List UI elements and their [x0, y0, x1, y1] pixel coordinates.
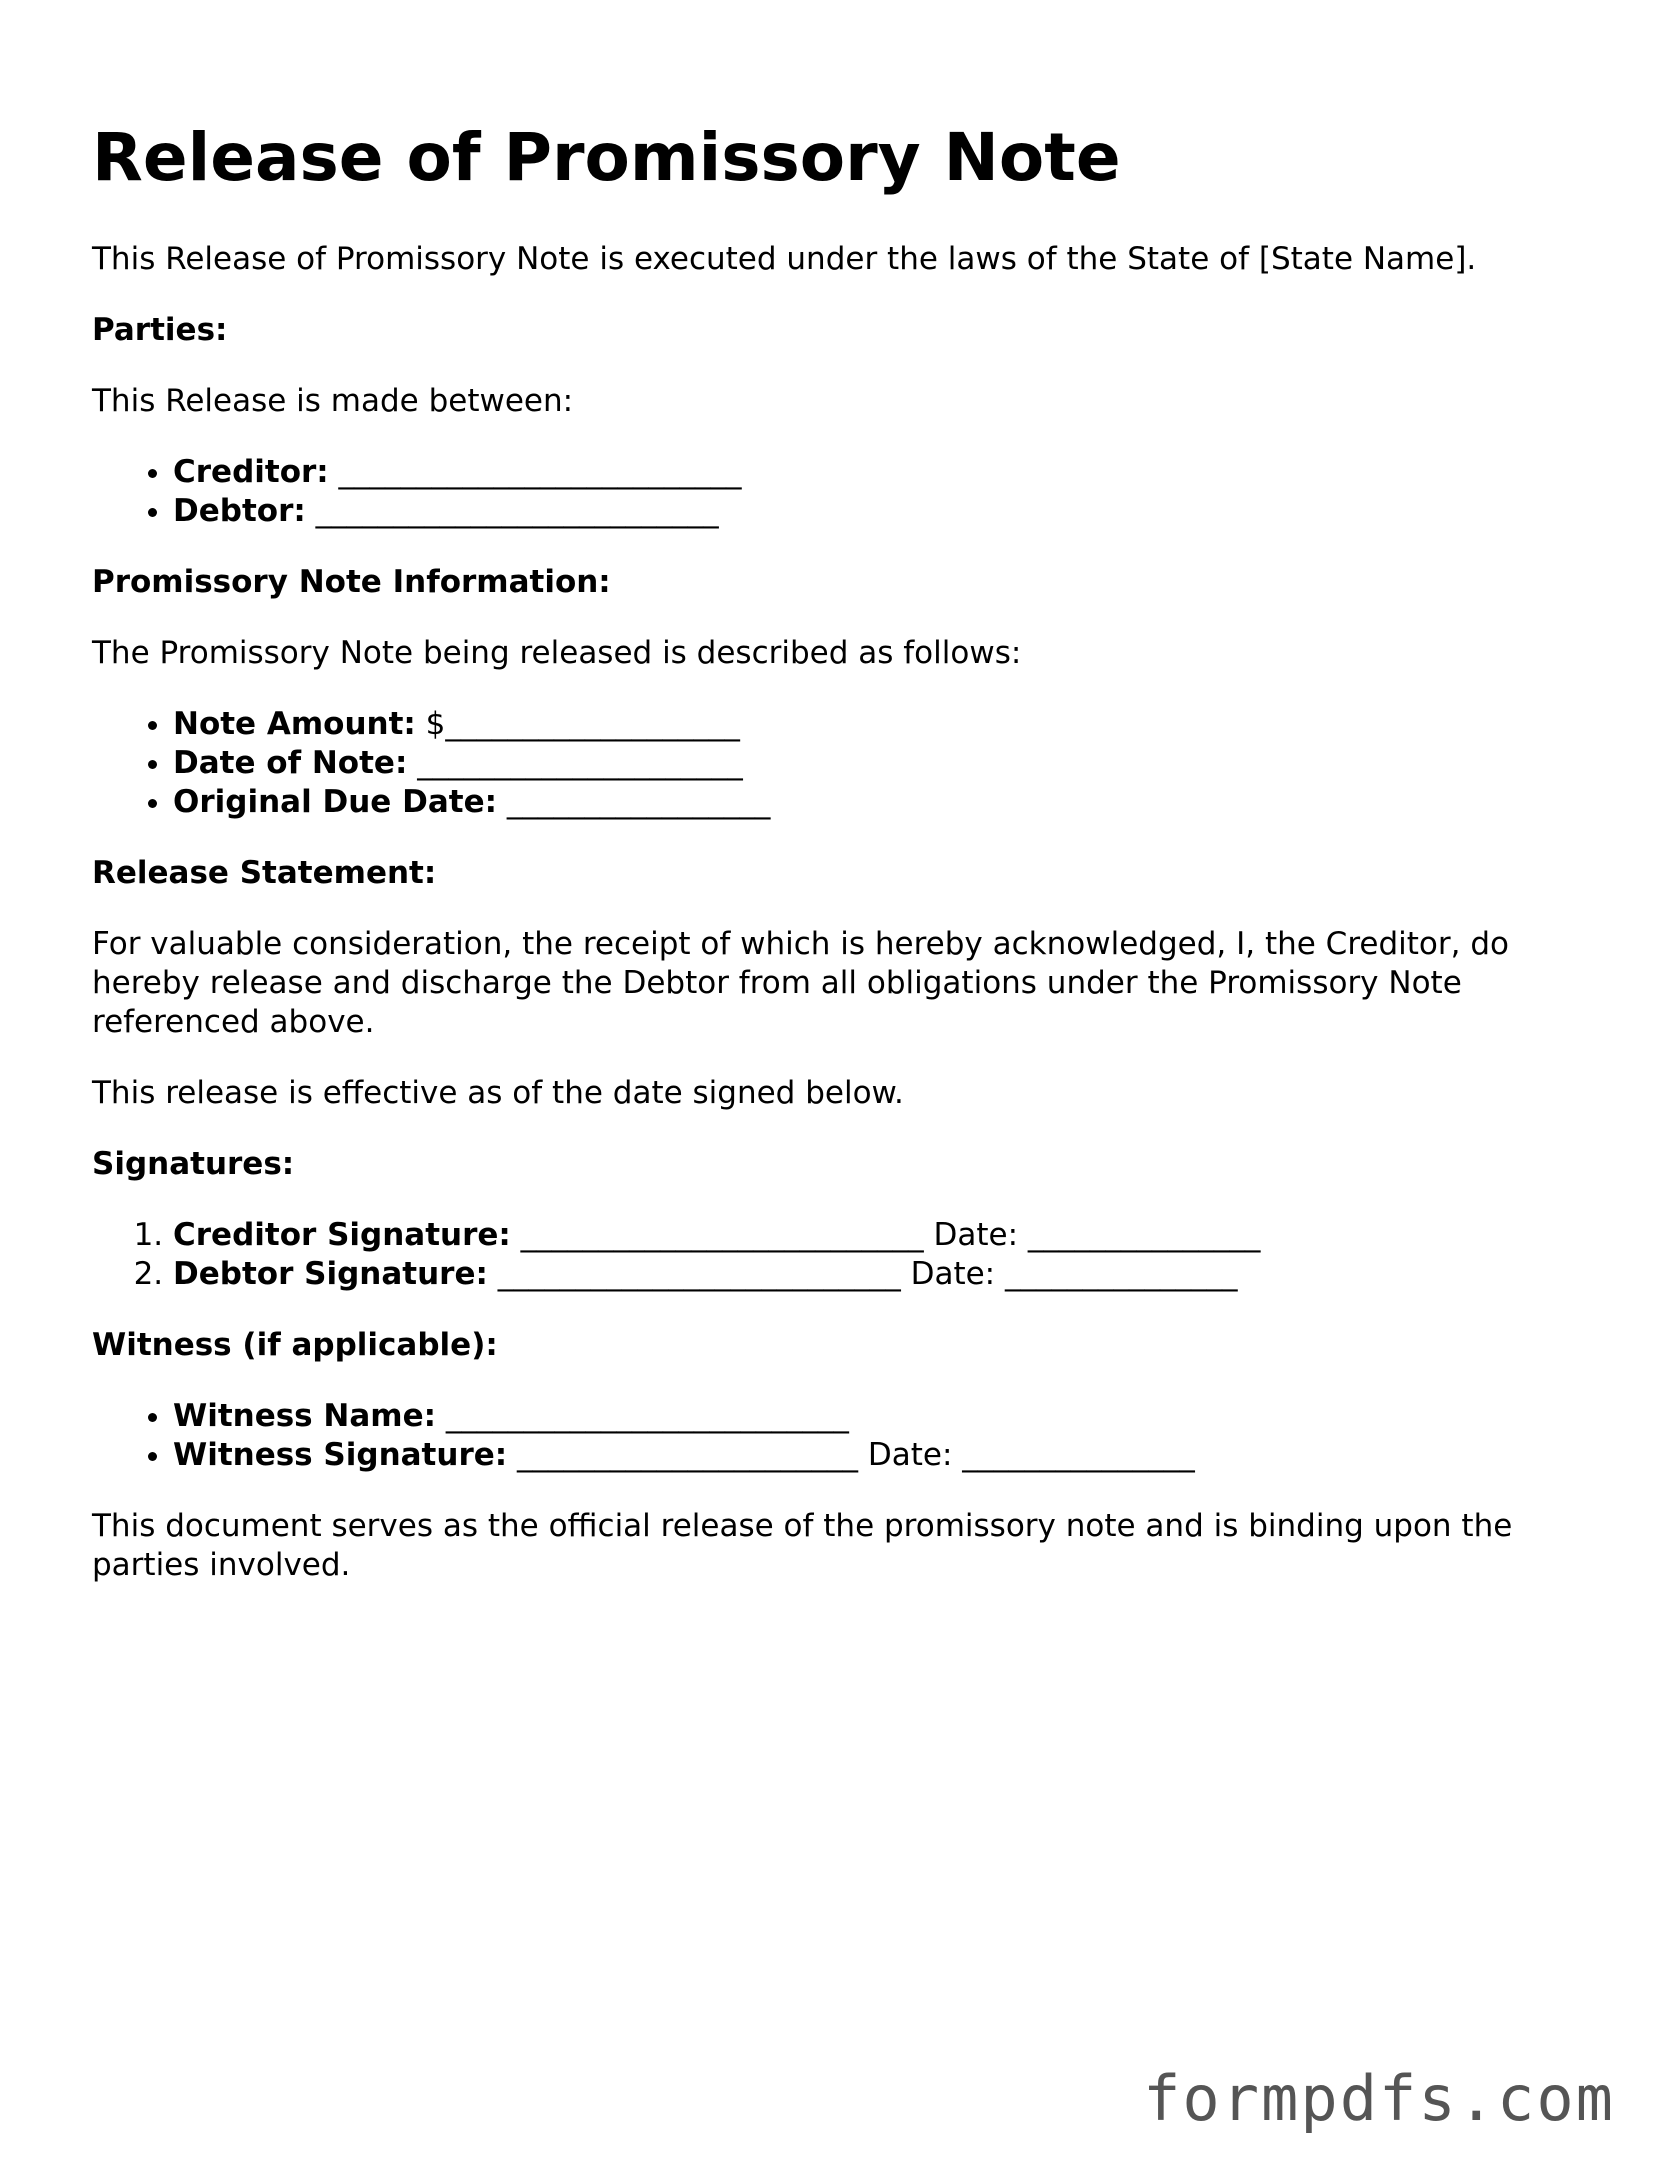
note-info-text: The Promissory Note being released is described as follows:	[92, 635, 1022, 671]
list-item-debtor	[173, 492, 1572, 531]
parties-heading: Parties:	[92, 312, 228, 348]
creditor-blank: __________________________	[328, 454, 742, 490]
witness-name-label: Witness Name:	[173, 1398, 437, 1434]
list-item-witness-signature	[173, 1436, 1572, 1475]
note-amount-label: Note Amount:	[173, 706, 416, 742]
document-page	[92, 118, 1572, 1617]
original-due-date-blank: _________________	[497, 784, 771, 820]
list-item-creditor-signature	[173, 1216, 1572, 1255]
list-item-creditor	[173, 453, 1572, 492]
date-of-note-blank: _____________________	[407, 745, 743, 781]
witness-list	[92, 1397, 1572, 1475]
note-info-heading: Promissory Note Information:	[92, 564, 611, 600]
debtor-blank: __________________________	[305, 493, 719, 529]
page-title: Release of Promissory Note	[92, 119, 1121, 196]
witness-name-blank: __________________________	[436, 1398, 849, 1434]
note-amount-blank: $___________________	[415, 706, 740, 742]
watermark: formpdfs.com	[1143, 2062, 1615, 2135]
creditor-label: Creditor:	[173, 454, 329, 490]
creditor-signature-blank: __________________________ Date: _______________	[510, 1217, 1261, 1253]
list-item-witness-name	[173, 1397, 1572, 1436]
signatures-heading: Signatures:	[92, 1146, 295, 1182]
witness-signature-label: Witness Signature:	[173, 1437, 508, 1473]
creditor-signature-label: Creditor Signature:	[173, 1217, 511, 1253]
parties-text: This Release is made between:	[92, 383, 574, 419]
signatures-list	[92, 1216, 1572, 1294]
debtor-signature-blank: __________________________ Date: _______________	[487, 1256, 1238, 1292]
list-item-note-amount	[173, 705, 1572, 744]
list-item-debtor-signature	[173, 1255, 1572, 1294]
note-info-list	[92, 705, 1572, 822]
intro-paragraph: This Release of Promissory Note is executed under the laws of the State of [State Name].	[92, 241, 1477, 277]
debtor-label: Debtor:	[173, 493, 306, 529]
witness-signature-blank: ______________________ Date: _______________	[507, 1437, 1195, 1473]
parties-list	[92, 453, 1572, 531]
date-of-note-label: Date of Note:	[173, 745, 408, 781]
list-item-date-of-note	[173, 744, 1572, 783]
debtor-signature-label: Debtor Signature:	[173, 1256, 488, 1292]
original-due-date-label: Original Due Date:	[173, 784, 498, 820]
release-effective-text: This release is effective as of the date signed below.	[92, 1075, 904, 1111]
release-heading: Release Statement:	[92, 855, 437, 891]
closing-paragraph: This document serves as the official release of the promissory note and is binding upon the parties involved.	[92, 1508, 1513, 1583]
release-statement-text: For valuable consideration, the receipt of which is hereby acknowledged, I, the Creditor, do hereby release and discharge the Debtor from all obligations under the Promissory Note referenced above.	[92, 926, 1509, 1040]
list-item-original-due-date	[173, 783, 1572, 822]
witness-heading: Witness (if applicable):	[92, 1327, 498, 1363]
